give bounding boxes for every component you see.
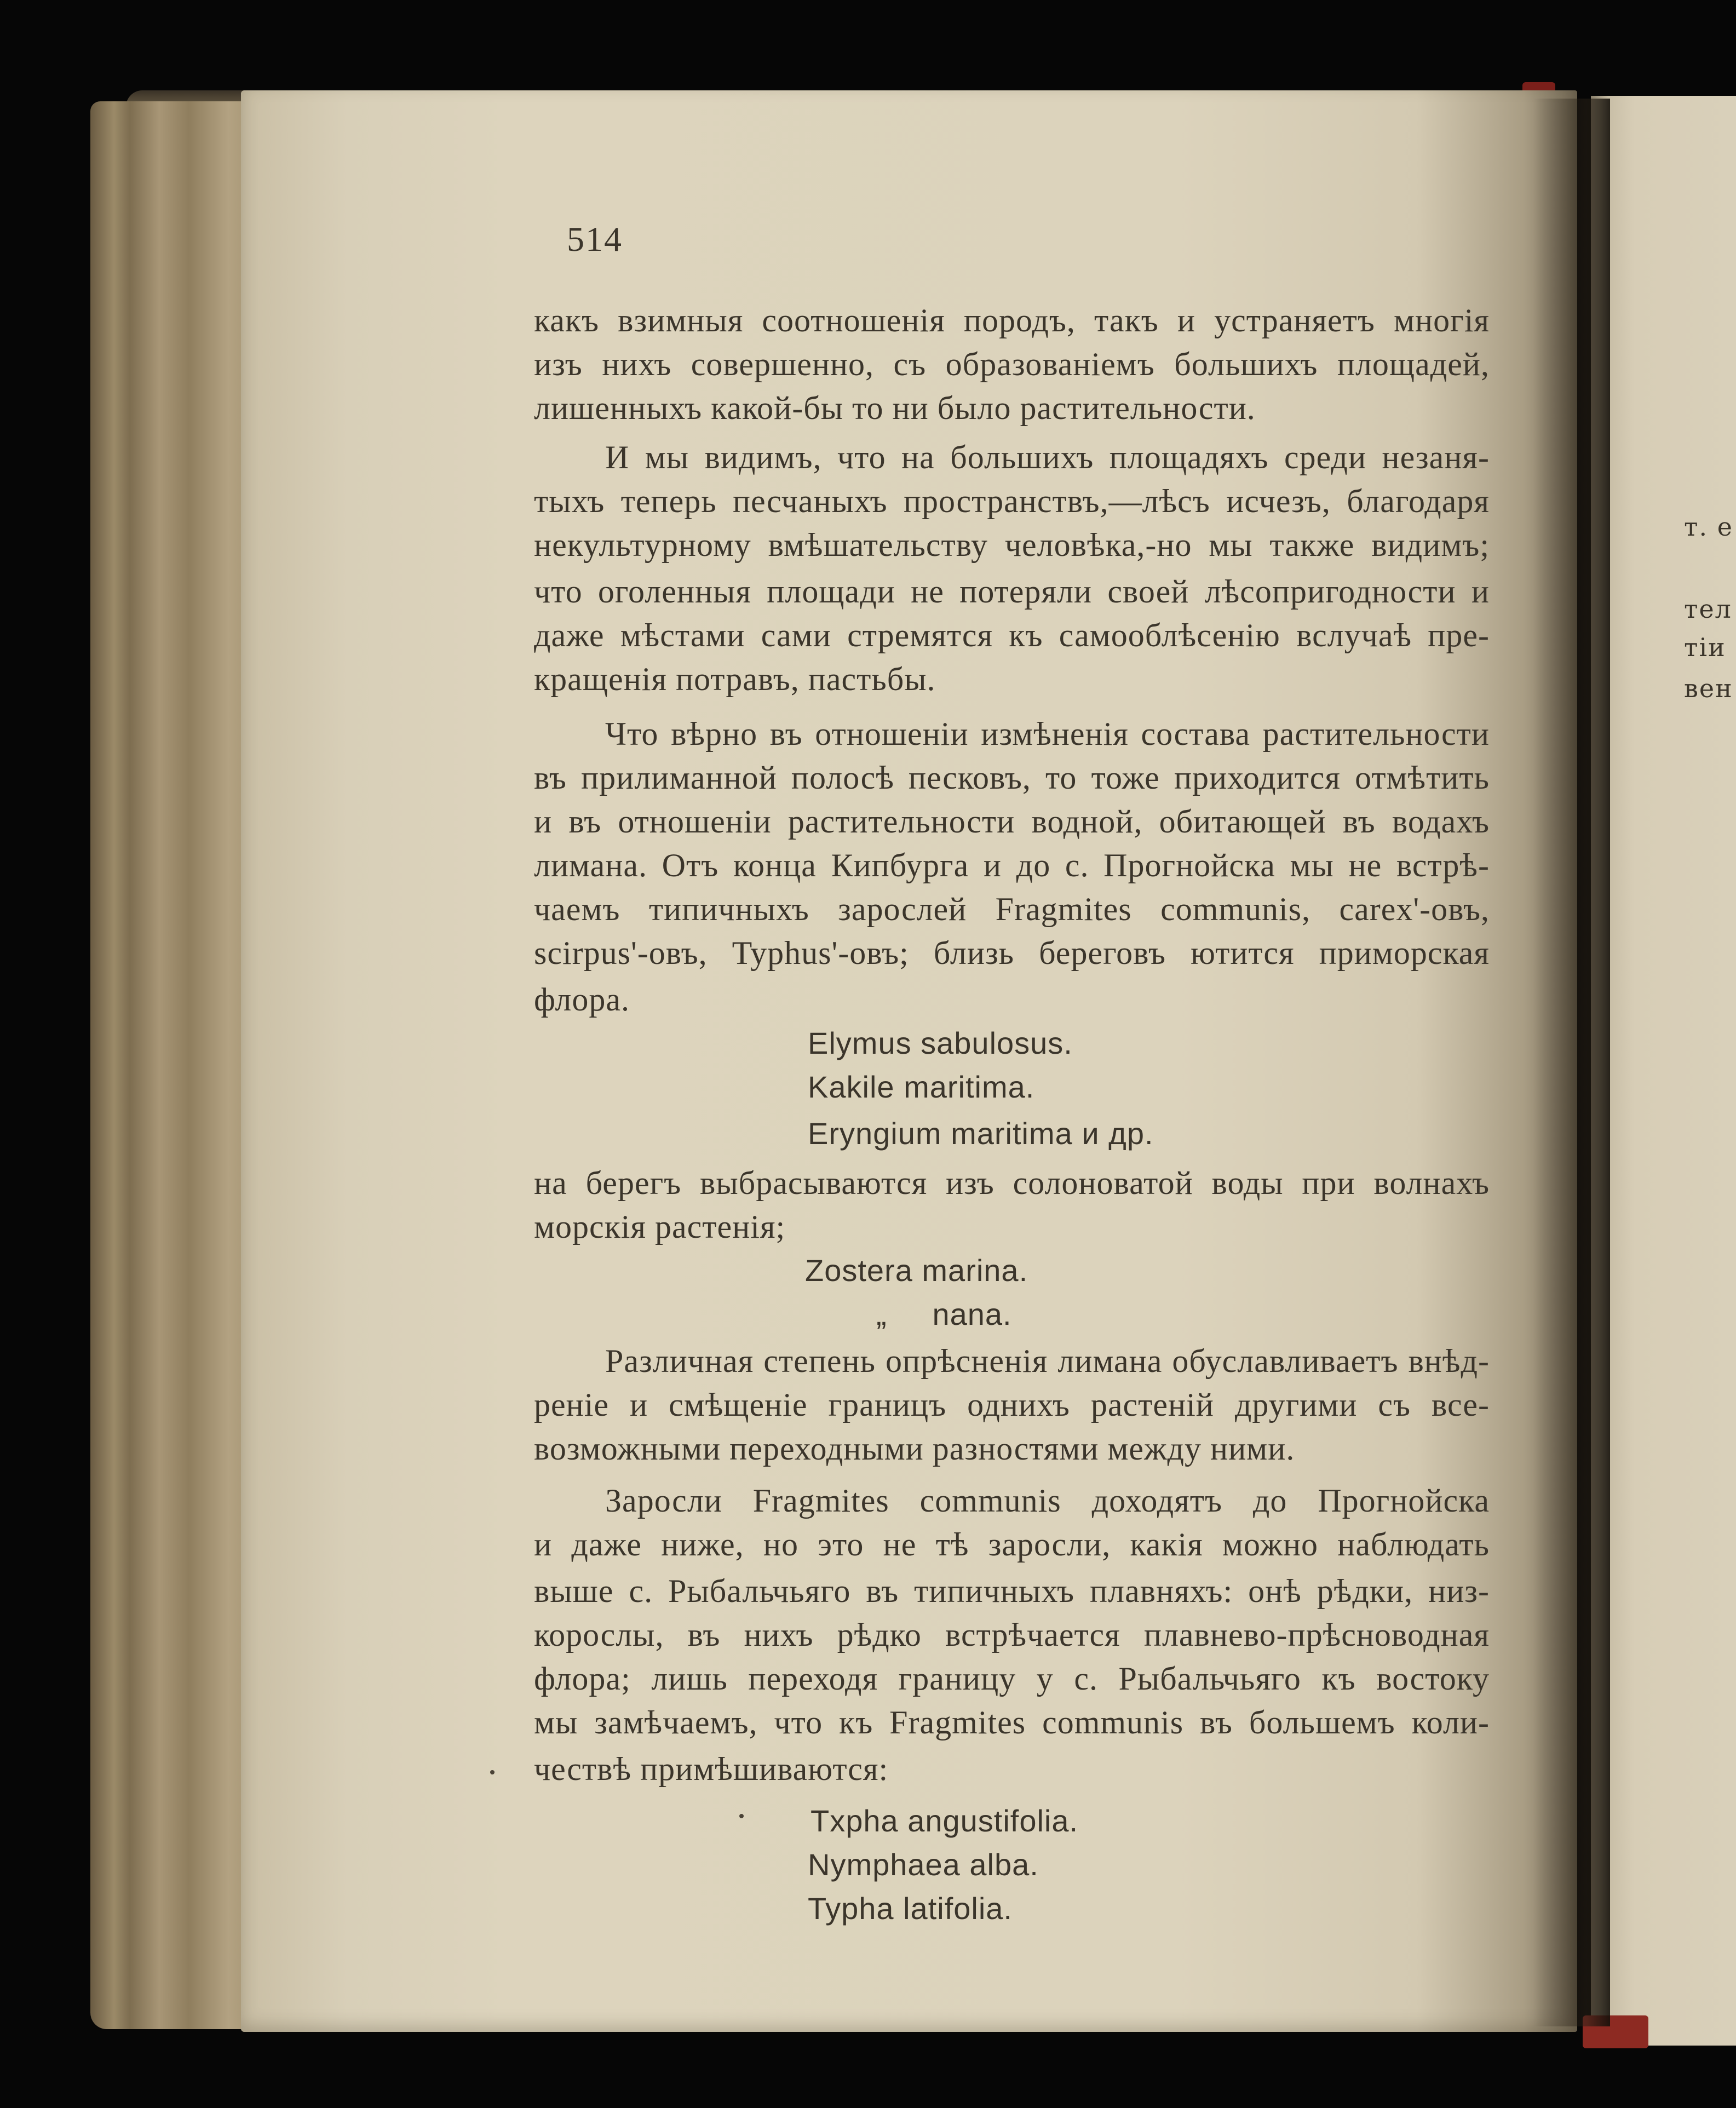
text-line: scirpus'-овъ, Typhus'-овъ; близь береговъ ютится приморская: [534, 935, 1490, 971]
facing-text-line: тіи: [1684, 633, 1726, 662]
text-line: чаемъ типичныхъ зарослей Fragmites communis, carex'-овъ,: [534, 891, 1490, 927]
stray-ink-mark: [739, 1814, 744, 1818]
species-item: Elymus sabulosus.: [808, 1026, 1073, 1060]
text-line: даже мѣстами сами стремятся къ самооблѣсенію вслучаѣ пре-: [534, 617, 1490, 653]
text-line: лимана. Отъ конца Кипбурга и до с. Прогнойска мы не встрѣ-: [534, 847, 1490, 883]
text-line: возможными переходными разностями между ними.: [534, 1431, 1295, 1467]
text-line: на берегъ выбрасываются изъ солоноватой воды при волнахъ: [534, 1165, 1490, 1201]
species-item: Kakile maritima.: [808, 1070, 1035, 1104]
text-line: чествѣ примѣшиваются:: [534, 1751, 889, 1787]
text-line: корослы, въ нихъ рѣдко встрѣчается плавнево-прѣсноводная: [534, 1617, 1490, 1653]
facing-text-line: тел: [1684, 594, 1732, 624]
text-line: некультурному вмѣшательству человѣка,-но мы также видимъ;: [534, 527, 1490, 563]
facing-text-line: т. е: [1684, 512, 1733, 542]
text-line: лишенныхъ какой-бы то ни было растительности.: [534, 390, 1256, 426]
text-line: выше с. Рыбальчьяго въ типичныхъ плавняхъ: онѣ рѣдки, низ-: [534, 1573, 1490, 1609]
text-line: изъ нихъ совершенно, съ образованіемъ большихъ площадей,: [534, 346, 1490, 382]
text-line: И мы видимъ, что на большихъ площадяхъ среди незаня-: [605, 439, 1490, 475]
species-item: „ nana.: [876, 1297, 1012, 1331]
stray-ink-mark: [490, 1770, 495, 1774]
text-line: флора.: [534, 981, 630, 1018]
facing-text-line: вен: [1684, 674, 1733, 703]
species-item: Eryngium maritima и др.: [808, 1116, 1154, 1151]
text-line: мы замѣчаемъ, что къ Fragmites communis въ большемъ коли-: [534, 1704, 1490, 1741]
text-line: въ прилиманной полосѣ песковъ, то тоже приходится отмѣтить: [534, 760, 1490, 796]
text-line: морскія растенія;: [534, 1209, 786, 1245]
species-item: Zostera marina.: [805, 1253, 1028, 1288]
text-line: кращенія потравъ, пастьбы.: [534, 661, 936, 697]
text-line: реніе и смѣщеніе границъ однихъ растеній другими съ все-: [534, 1387, 1490, 1423]
gutter-shadow: [1533, 99, 1610, 2026]
text-line: флора; лишь переходя границу у с. Рыбальчьяго къ востоку: [534, 1661, 1490, 1697]
species-item: Txpha angustifolia.: [810, 1803, 1079, 1838]
species-item: Nymphaea alba.: [808, 1847, 1039, 1882]
text-line: какъ взимныя соотношенія породъ, такъ и устраняетъ многія: [534, 302, 1490, 338]
text-line: Заросли Fragmites communis доходятъ до Прогнойска: [605, 1483, 1490, 1519]
text-line: что оголенныя площади не потеряли своей лѣсопригодности и: [534, 573, 1490, 610]
species-item: Typha latifolia.: [808, 1891, 1013, 1926]
text-line: Различная степень опрѣсненія лимана обуславливаетъ внѣд-: [605, 1343, 1490, 1379]
text-line: и въ отношеніи растительности водной, обитающей въ водахъ: [534, 803, 1490, 840]
page-number: 514: [567, 220, 623, 259]
text-line: Что вѣрно въ отношеніи измѣненія состава растительности: [605, 716, 1490, 752]
facing-page: [1591, 96, 1736, 2046]
text-line: тыхъ теперь песчаныхъ пространствъ,—лѣсъ исчезъ, благодаря: [534, 483, 1490, 519]
text-line: и даже ниже, но это не тѣ заросли, какія можно наблюдать: [534, 1526, 1490, 1563]
